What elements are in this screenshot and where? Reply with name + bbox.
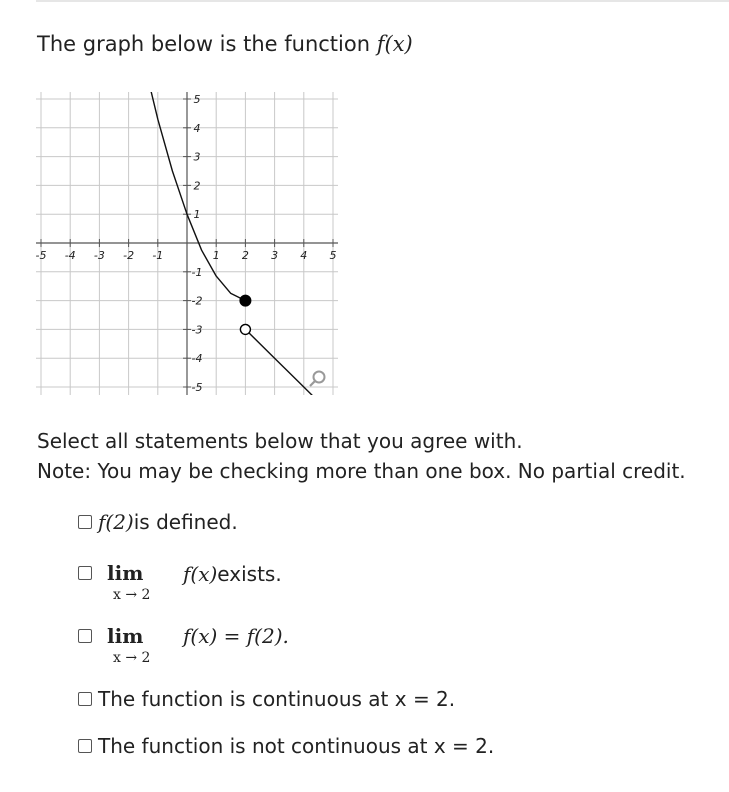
closed-point — [240, 295, 251, 306]
option-1-math: f(2) — [98, 510, 134, 534]
option-5-text: The function is not continuous at x = 2. — [98, 734, 495, 758]
y-tick-label: 5 — [193, 93, 201, 106]
axes — [36, 92, 338, 395]
option-1-text: is defined. — [133, 510, 238, 534]
y-tick-label: -5 — [191, 381, 203, 394]
top-divider — [36, 0, 729, 2]
question-title — [37, 30, 413, 58]
y-tick-label: -4 — [191, 352, 203, 366]
x-tick-label: -5 — [36, 249, 47, 262]
question-intro: The graph below is the function — [37, 32, 371, 56]
option-3-limit-subscript: x → 2 — [113, 650, 151, 666]
y-tick-label: -2 — [191, 294, 203, 308]
y-tick-label: 2 — [193, 179, 201, 193]
option-1-checkbox[interactable] — [78, 515, 92, 529]
instruction-line-1: Select all statements below that you agree with. — [37, 429, 523, 453]
x-tick-label: 2 — [241, 249, 249, 262]
option-1[interactable] — [78, 510, 238, 534]
y-tick-label: -3 — [191, 323, 203, 337]
instructions — [37, 426, 686, 486]
option-2-math: f(x) — [183, 562, 218, 586]
instruction-line-2: Note: You may be checking more than one box. No partial credit. — [37, 459, 686, 483]
option-5[interactable] — [78, 734, 494, 758]
x-tick-label: -2 — [123, 249, 135, 262]
option-2-checkbox[interactable] — [78, 566, 92, 580]
y-tick-label: 4 — [193, 121, 201, 135]
y-tick-label: 1 — [193, 208, 201, 222]
function-label: f(x) — [376, 32, 413, 56]
open-point — [240, 324, 250, 334]
y-tick-label: 3 — [193, 150, 201, 164]
x-tick-label: 5 — [329, 249, 337, 262]
x-tick-label: -1 — [152, 249, 164, 262]
zoom-icon[interactable] — [310, 372, 325, 387]
option-4-checkbox[interactable] — [78, 692, 92, 706]
option-4[interactable] — [78, 687, 455, 711]
function-graph — [36, 92, 338, 395]
x-tick-label: 1 — [212, 249, 220, 262]
x-tick-label: -3 — [93, 249, 105, 262]
x-tick-label: 3 — [271, 249, 279, 262]
option-2-lim: lim — [107, 561, 144, 585]
option-3-math: f(x) = f(2). — [183, 624, 289, 648]
y-tick-label: -1 — [191, 265, 203, 279]
option-5-checkbox[interactable] — [78, 739, 92, 753]
option-3-lim: lim — [107, 624, 144, 648]
x-tick-label: -4 — [64, 249, 76, 262]
option-2-text: exists. — [217, 562, 282, 586]
option-2-limit-subscript: x → 2 — [113, 587, 151, 603]
x-tick-label: 4 — [300, 249, 308, 262]
option-3-checkbox[interactable] — [78, 629, 92, 643]
option-4-text: The function is continuous at x = 2. — [98, 687, 456, 711]
